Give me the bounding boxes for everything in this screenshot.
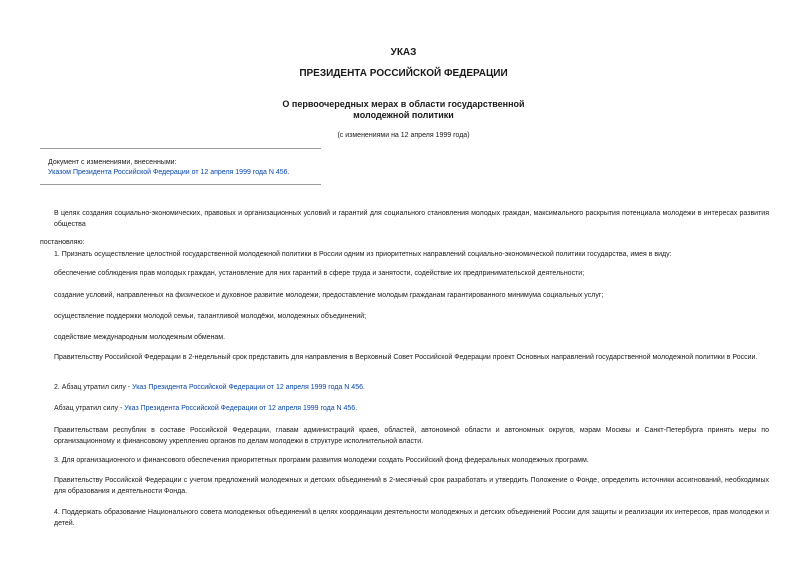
list-item: создание условий, направленных на физическое и духовное развитие молодежи, предоставление молодым гражданам гарантированного минимума социальных услуг; xyxy=(54,292,604,299)
fund-paragraph: Правительству Российской Федерации с учетом предложений молодежных и детских объединений в 2-месячный срок разработать и утвердить Положение о Фонде, определить источники ассигнований, необходимых для образования и деятельности Фонда. xyxy=(54,477,769,495)
list-item: осуществление поддержки молодой семьи, талантливой молодёжи, молодежных объединений; xyxy=(54,313,367,320)
amendments-intro: Документ с изменениями, внесенными: xyxy=(48,159,177,166)
subject-line-2: молодежной политики xyxy=(353,110,454,120)
item-2: 2. Абзац утратил силу - Указ Президента Российской Федерации от 12 апреля 1999 года N 456. xyxy=(54,384,365,391)
subject-line-1: О первоочередных мерах в области государственной xyxy=(282,99,525,109)
item-2-link[interactable]: Указ Президента Российской Федерации от 12 апреля 1999 года N 456 xyxy=(132,384,363,391)
list-item: обеспечение соблюдения прав молодых граждан, установление для них гарантий в сфере труда и занятости, содействие их предпринимательской деятельности; xyxy=(54,270,585,277)
divider-top xyxy=(40,148,321,149)
item-2-text: 2. Абзац утратил силу xyxy=(54,384,126,391)
amendment-note: (с изменениями на 12 апреля 1999 года) xyxy=(337,132,470,139)
item-3: 3. Для организационного и финансового обеспечения приоритетных программ развития молодежи создать Российский фонд федеральных молодежных программ. xyxy=(54,457,589,464)
amendments-link[interactable]: Указом Президента Российской Федерации от 12 апреля 1999 года N 456. xyxy=(48,169,290,176)
doc-type-title: УКАЗ xyxy=(390,47,417,58)
item-1: 1. Признать осуществление целостной государственной молодежной политики в России одним из приоритетных направлений социально-экономической политики государства, имея в виду: xyxy=(54,251,672,258)
preamble-paragraph: В целях создания социально-экономических, правовых и организационных условий и гарантий для социального становления молодых граждан, максимального раскрытия потенциала молодежи в интересах развития общества xyxy=(54,210,769,228)
item-4: 4. Поддержать образование Национального совета молодежных объединений в целях координации деятельности молодежных и детских объединений России для защиты и реализации их интересов, прав молодежи и детей. xyxy=(54,509,769,527)
regions-paragraph: Правительствам республик в составе Российской Федерации, главам администраций краев, областей, автономной области и автономных округов, мэрам Москвы и Санкт-Петербурга принять меры по организационному и финансовому укреплению органов по делам молодежи в структуре исполнительной власти. xyxy=(54,427,769,445)
item-2-second-paragraph: Абзац утратил силу - Указ Президента Российской Федерации от 12 апреля 1999 года N 456. xyxy=(54,405,358,412)
decree-word: постановляю: xyxy=(40,239,85,246)
item-2b-link[interactable]: Указ Президента Российской Федерации от 12 апреля 1999 года N 456 xyxy=(124,405,356,412)
divider-bottom xyxy=(40,184,321,185)
item-2b-text: Абзац утратил силу xyxy=(54,405,119,412)
government-paragraph: Правительству Российской Федерации в 2-недельный срок представить для направления в Верховный Совет Российской Федерации проект Основных направлений государственной молодежной политики в России. xyxy=(54,354,758,361)
list-item: содействие международным молодежным обменам. xyxy=(54,334,226,341)
issuer-title: ПРЕЗИДЕНТА РОССИЙСКОЙ ФЕДЕРАЦИИ xyxy=(299,68,508,79)
